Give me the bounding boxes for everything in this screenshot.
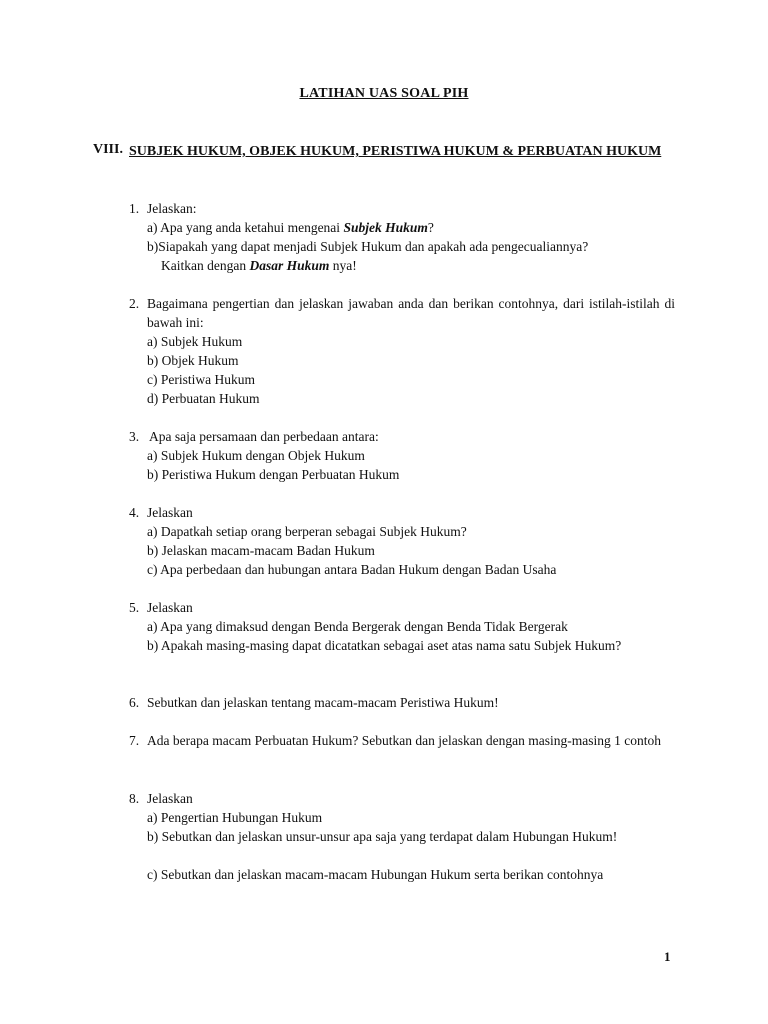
question-1-number: 1. <box>129 201 140 216</box>
question-8-item-b: b) Sebutkan dan jelaskan unsur-unsur apa saja yang terdapat dalam Hubungan Hukum! <box>147 829 618 844</box>
question-1-item-a <box>147 218 434 237</box>
question-1-item-a-emphasis: Subjek Hukum <box>343 220 428 235</box>
document-title: LATIHAN UAS SOAL PIH <box>299 86 469 101</box>
question-1-text: Jelaskan: <box>147 201 197 216</box>
question-4-number: 4. <box>129 505 140 520</box>
question-4-item-a: a) Dapatkah setiap orang berperan sebagai Subjek Hukum? <box>147 524 467 539</box>
question-6-number: 6. <box>129 695 140 710</box>
question-1-item-b2-pre: Kaitkan dengan <box>161 258 250 273</box>
question-2-item-b: b) Objek Hukum <box>147 353 239 368</box>
question-5-item-a: a) Apa yang dimaksud dengan Benda Bergerak dengan Benda Tidak Bergerak <box>147 619 568 634</box>
question-2-number: 2. <box>129 296 140 311</box>
page-number: 1 <box>664 949 671 964</box>
question-8-item-c: c) Sebutkan dan jelaskan macam-macam Hubungan Hukum serta berikan contohnya <box>147 867 604 882</box>
question-3-item-b: b) Peristiwa Hukum dengan Perbuatan Hukum <box>147 467 400 482</box>
question-7-number: 7. <box>129 733 140 748</box>
section-title: SUBJEK HUKUM, OBJEK HUKUM, PERISTIWA HUKUM & PERBUATAN HUKUM <box>129 144 662 159</box>
question-4-text: Jelaskan <box>147 505 193 520</box>
question-2-item-a: a) Subjek Hukum <box>147 334 243 349</box>
question-5-text: Jelaskan <box>147 600 193 615</box>
question-1-item-b2-emphasis: Dasar Hukum <box>249 258 330 273</box>
question-2-item-d: d) Perbuatan Hukum <box>147 391 260 406</box>
question-3-item-a: a) Subjek Hukum dengan Objek Hukum <box>147 448 365 463</box>
question-8-number: 8. <box>129 791 140 806</box>
question-8-text: Jelaskan <box>147 791 193 806</box>
question-4-item-b: b) Jelaskan macam-macam Badan Hukum <box>147 543 375 558</box>
question-7-text: Ada berapa macam Perbuatan Hukum? Sebutkan dan jelaskan dengan masing-masing 1 contoh <box>147 733 661 748</box>
question-3-number: 3. <box>129 429 140 444</box>
question-6-text: Sebutkan dan jelaskan tentang macam-macam Peristiwa Hukum! <box>147 695 499 710</box>
question-1-item-b2-post: nya! <box>329 258 357 273</box>
question-2-item-c: c) Peristiwa Hukum <box>147 372 255 387</box>
question-4-item-c: c) Apa perbedaan dan hubungan antara Badan Hukum dengan Badan Usaha <box>147 562 557 577</box>
question-1-item-b-continued <box>161 256 357 275</box>
question-1-item-a-post: ? <box>427 220 434 235</box>
question-2-text: Bagaimana pengertian dan jelaskan jawaban anda dan berikan contohnya, dari istilah-istilah di bawah ini: <box>147 296 675 330</box>
question-5-item-b: b) Apakah masing-masing dapat dicatatkan sebagai aset atas nama satu Subjek Hukum? <box>147 638 622 653</box>
question-8-item-a: a) Pengertian Hubungan Hukum <box>147 810 323 825</box>
question-3-text: Apa saja persamaan dan perbedaan antara: <box>149 429 379 444</box>
section-number: VIII. <box>93 142 123 157</box>
question-1-item-a-pre: a) Apa yang anda ketahui mengenai <box>147 220 344 235</box>
question-1-item-b: b)Siapakah yang dapat menjadi Subjek Hukum dan apakah ada pengecualiannya? <box>147 239 589 254</box>
question-5-number: 5. <box>129 600 140 615</box>
